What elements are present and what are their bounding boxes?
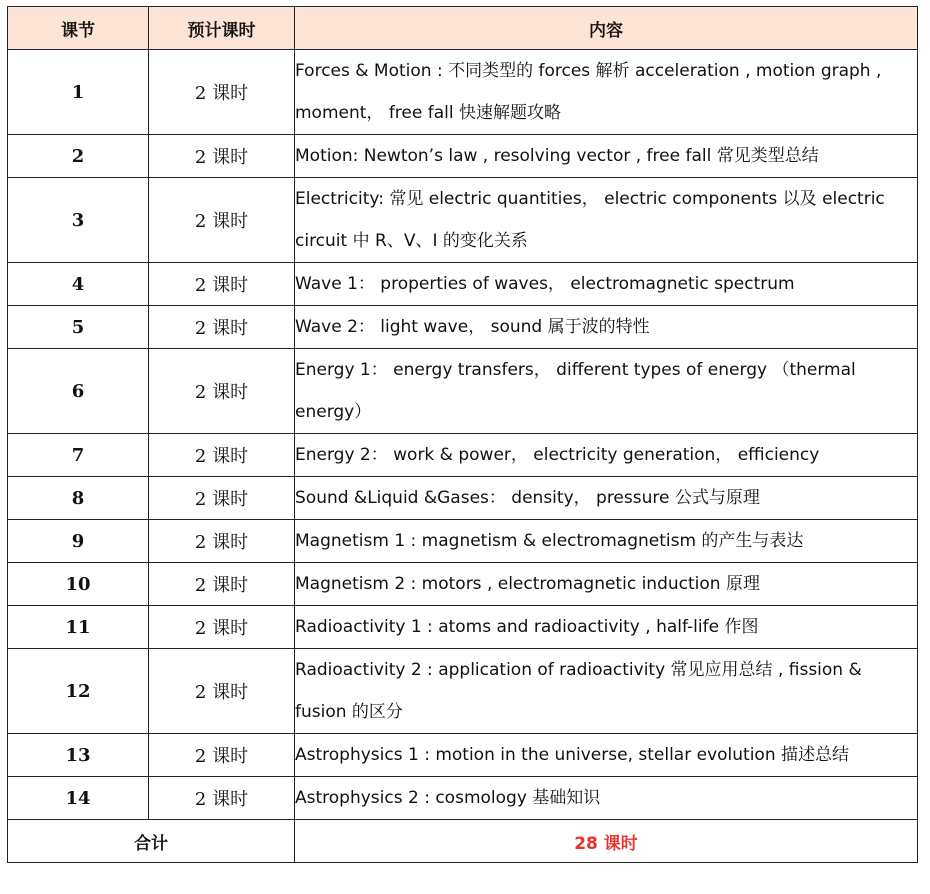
lesson-hours: 2 课时 <box>149 263 295 306</box>
total-row <box>8 820 918 863</box>
lesson-number: 4 <box>8 263 149 306</box>
lesson-hours: 2 课时 <box>149 477 295 520</box>
table-row <box>8 734 918 777</box>
table-row <box>8 477 918 520</box>
lesson-hours: 2 课时 <box>149 777 295 820</box>
table-row <box>8 263 918 306</box>
lesson-hours: 2 课时 <box>149 178 295 263</box>
table-body <box>8 50 918 820</box>
lesson-number: 8 <box>8 477 149 520</box>
lesson-number: 6 <box>8 349 149 434</box>
lesson-content: Magnetism 1 : magnetism & electromagnetism 的产生与表达 <box>295 520 918 563</box>
lesson-number: 3 <box>8 178 149 263</box>
table-row <box>8 520 918 563</box>
lesson-number: 9 <box>8 520 149 563</box>
lesson-hours: 2 课时 <box>149 606 295 649</box>
lesson-content: Energy 1： energy transfers， different types of energy （thermal energy） <box>295 349 918 434</box>
lesson-number: 7 <box>8 434 149 477</box>
header-row <box>8 7 918 50</box>
table-row <box>8 434 918 477</box>
table-row <box>8 563 918 606</box>
header-hours: 预计课时 <box>149 7 295 50</box>
lesson-number: 12 <box>8 649 149 734</box>
total-hours: 28 课时 <box>295 820 918 863</box>
header-lesson: 课节 <box>8 7 149 50</box>
lesson-number: 10 <box>8 563 149 606</box>
total-label: 合计 <box>8 820 295 863</box>
lesson-content: Electricity: 常见 electric quantities， electric components 以及 electric circuit 中 R、V、I 的变化关系 <box>295 178 918 263</box>
lesson-content: Radioactivity 1 : atoms and radioactivity , half-life 作图 <box>295 606 918 649</box>
lesson-content: Energy 2： work & power， electricity generation， efficiency <box>295 434 918 477</box>
table-row <box>8 777 918 820</box>
table-row <box>8 306 918 349</box>
lesson-hours: 2 课时 <box>149 135 295 178</box>
lesson-content: Magnetism 2 : motors , electromagnetic induction 原理 <box>295 563 918 606</box>
table-header <box>8 7 918 50</box>
lesson-content: Motion: Newton’s law , resolving vector , free fall 常见类型总结 <box>295 135 918 178</box>
table-row <box>8 50 918 135</box>
table-row <box>8 178 918 263</box>
lesson-hours: 2 课时 <box>149 520 295 563</box>
lesson-hours: 2 课时 <box>149 50 295 135</box>
table-footer <box>8 820 918 863</box>
lesson-number: 5 <box>8 306 149 349</box>
header-content: 内容 <box>295 7 918 50</box>
lesson-content: Wave 2： light wave， sound 属于波的特性 <box>295 306 918 349</box>
lesson-hours: 2 课时 <box>149 306 295 349</box>
lesson-content: Forces & Motion : 不同类型的 forces 解析 acceleration , motion graph , moment， free fall 快速解题攻略 <box>295 50 918 135</box>
lesson-number: 13 <box>8 734 149 777</box>
table-row <box>8 606 918 649</box>
lesson-content: Radioactivity 2 : application of radioactivity 常见应用总结 , fission & fusion 的区分 <box>295 649 918 734</box>
lesson-hours: 2 课时 <box>149 734 295 777</box>
lesson-content: Astrophysics 2 : cosmology 基础知识 <box>295 777 918 820</box>
lesson-number: 1 <box>8 50 149 135</box>
lesson-hours: 2 课时 <box>149 434 295 477</box>
lesson-content: Astrophysics 1 : motion in the universe, stellar evolution 描述总结 <box>295 734 918 777</box>
lesson-hours: 2 课时 <box>149 349 295 434</box>
lesson-number: 11 <box>8 606 149 649</box>
table-row <box>8 349 918 434</box>
lesson-content: Wave 1： properties of waves， electromagnetic spectrum <box>295 263 918 306</box>
table-row <box>8 649 918 734</box>
lesson-hours: 2 课时 <box>149 563 295 606</box>
table-row <box>8 135 918 178</box>
lesson-hours: 2 课时 <box>149 649 295 734</box>
lesson-number: 2 <box>8 135 149 178</box>
course-schedule-table <box>7 6 918 863</box>
lesson-content: Sound &Liquid &Gases： density， pressure 公式与原理 <box>295 477 918 520</box>
lesson-number: 14 <box>8 777 149 820</box>
